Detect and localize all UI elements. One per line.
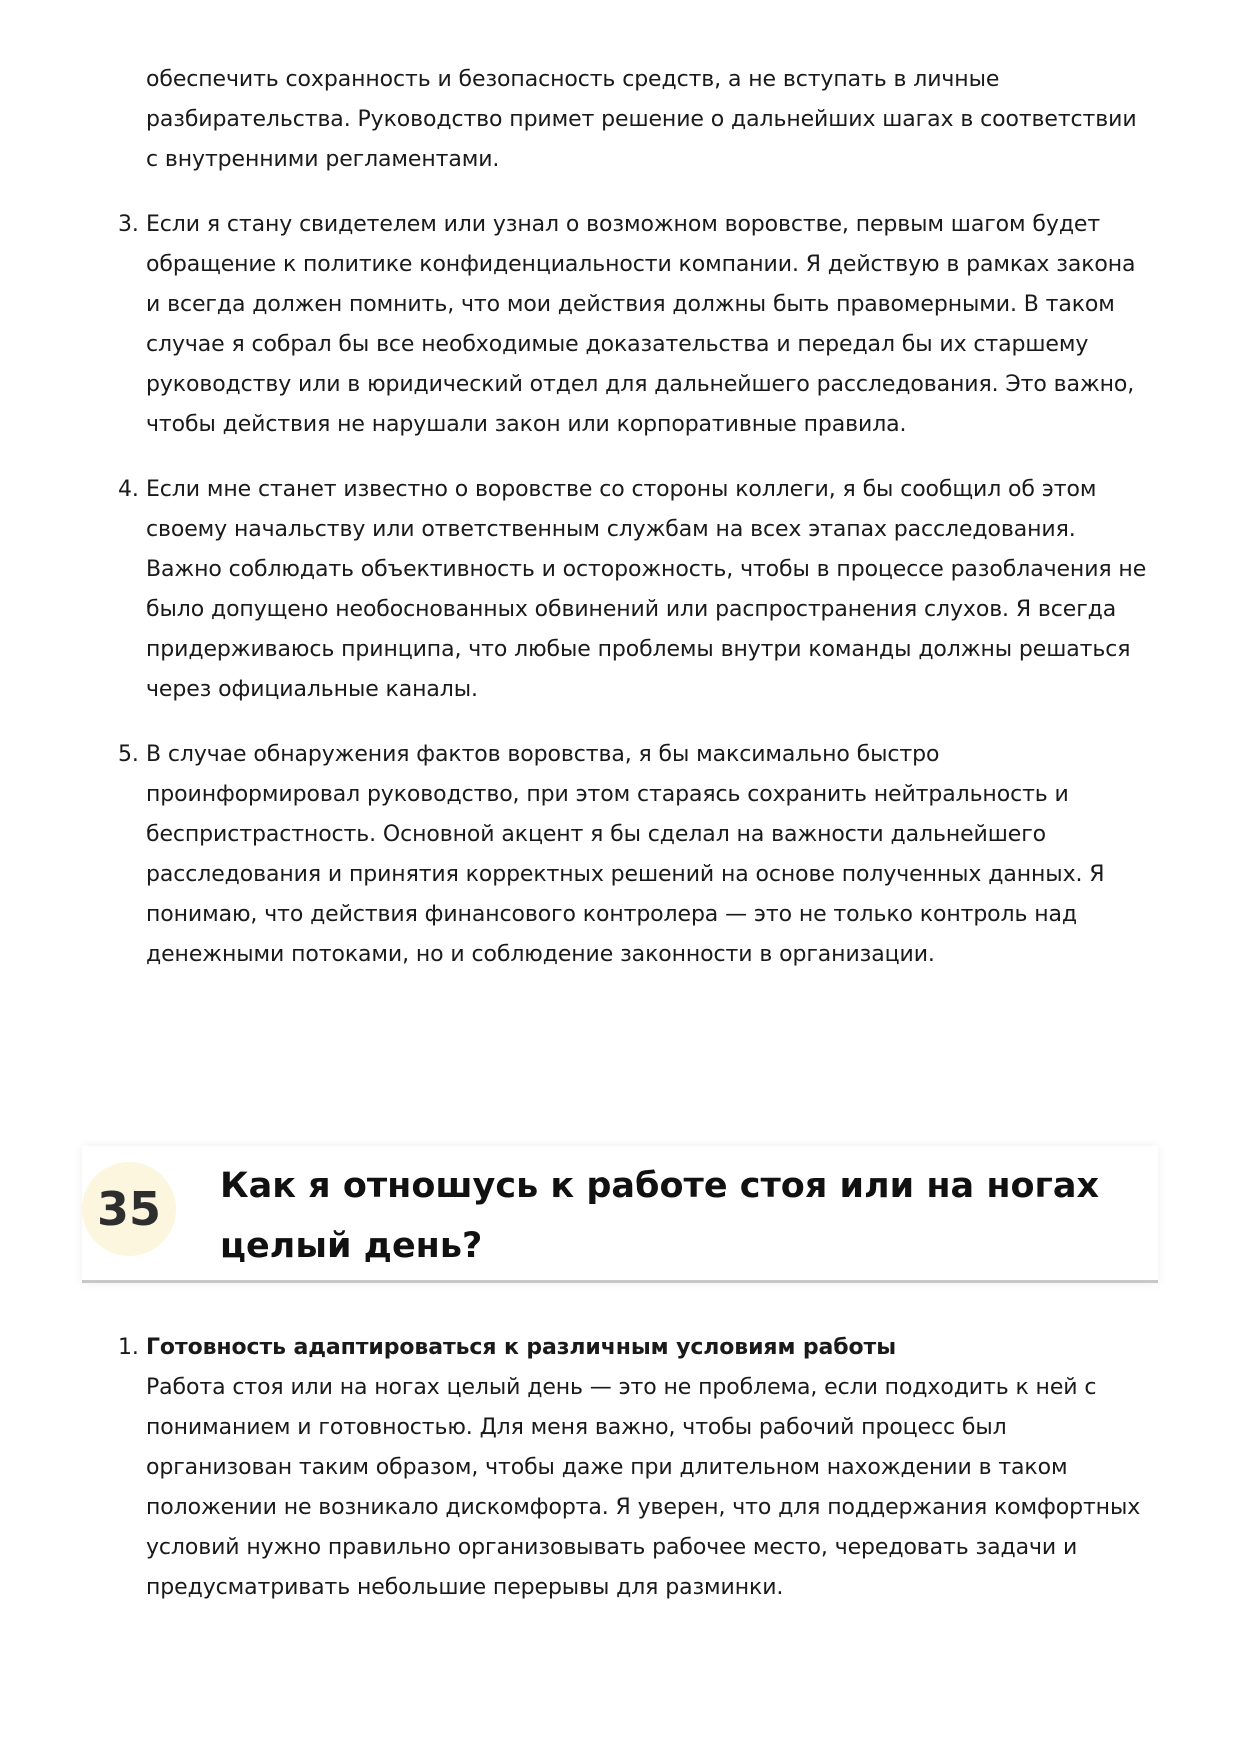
previous-answer-list: [0, 60, 1239, 1000]
question-header: [82, 1146, 1158, 1283]
list-item: [0, 735, 1239, 975]
item-text: Если мне станет известно о воровстве со стороны коллеги, я бы сообщил об этом своему начальству или ответственным службам на всех этапах расследования. Важно соблюдать объективность и осторожность, чтобы в процессе разоблачения не было допущено необоснованных обвинений или распространения слухов. Я всегда придерживаюсь принципа, что любые проблемы внутри команды должны решаться через официальные каналы.: [146, 477, 1147, 702]
question-number-badge: 35: [82, 1162, 176, 1256]
item-body: [146, 1328, 1149, 1608]
item-text: обеспечить сохранность и безопасность средств, а не вступать в личные разбирательства. Руководство примет решение о дальнейших шагах в соответствии с внутренними регламентами.: [146, 67, 1137, 172]
list-item: [0, 60, 1239, 180]
item-number: 5.: [118, 742, 139, 767]
item-number: 1.: [118, 1335, 139, 1360]
answer-list: [0, 1328, 1239, 1633]
list-item: [0, 1328, 1239, 1608]
item-text: Работа стоя или на ногах целый день — это не проблема, если подходить к ней с пониманием и готовностью. Для меня важно, чтобы рабочий процесс был организован таким образом, чтобы даже при длительном нахождении в таком положении не возникало дискомфорта. Я уверен, что для поддержания комфортных условий нужно правильно организовывать рабочее место, чередовать задачи и предусматривать небольшие перерывы для разминки.: [146, 1375, 1141, 1600]
item-number: 3.: [118, 212, 139, 237]
item-text: В случае обнаружения фактов воровства, я бы максимально быстро проинформировал руководство, при этом стараясь сохранить нейтральность и беспристрастность. Основной акцент я бы сделал на важности дальнейшего расследования и принятия корректных решений на основе полученных данных. Я понимаю, что действия финансового контролера — это не только контроль над денежными потоками, но и соблюдение законности в организации.: [146, 742, 1105, 967]
item-text: Если я стану свидетелем или узнал о возможном воровстве, первым шагом будет обращение к политике конфиденциальности компании. Я действую в рамках закона и всегда должен помнить, что мои действия должны быть правомерными. В таком случае я собрал бы все необходимые доказательства и передал бы их старшему руководству или в юридический отдел для дальнейшего расследования. Это важно, чтобы действия не нарушали закон или корпоративные правила.: [146, 212, 1136, 437]
list-item: [0, 470, 1239, 710]
question-title: Как я отношусь к работе стоя или на ногах целый день?: [220, 1166, 1100, 1266]
item-title: Готовность адаптироваться к различным условиям работы: [146, 1335, 897, 1360]
item-number: 4.: [118, 477, 139, 502]
list-item: [0, 205, 1239, 445]
